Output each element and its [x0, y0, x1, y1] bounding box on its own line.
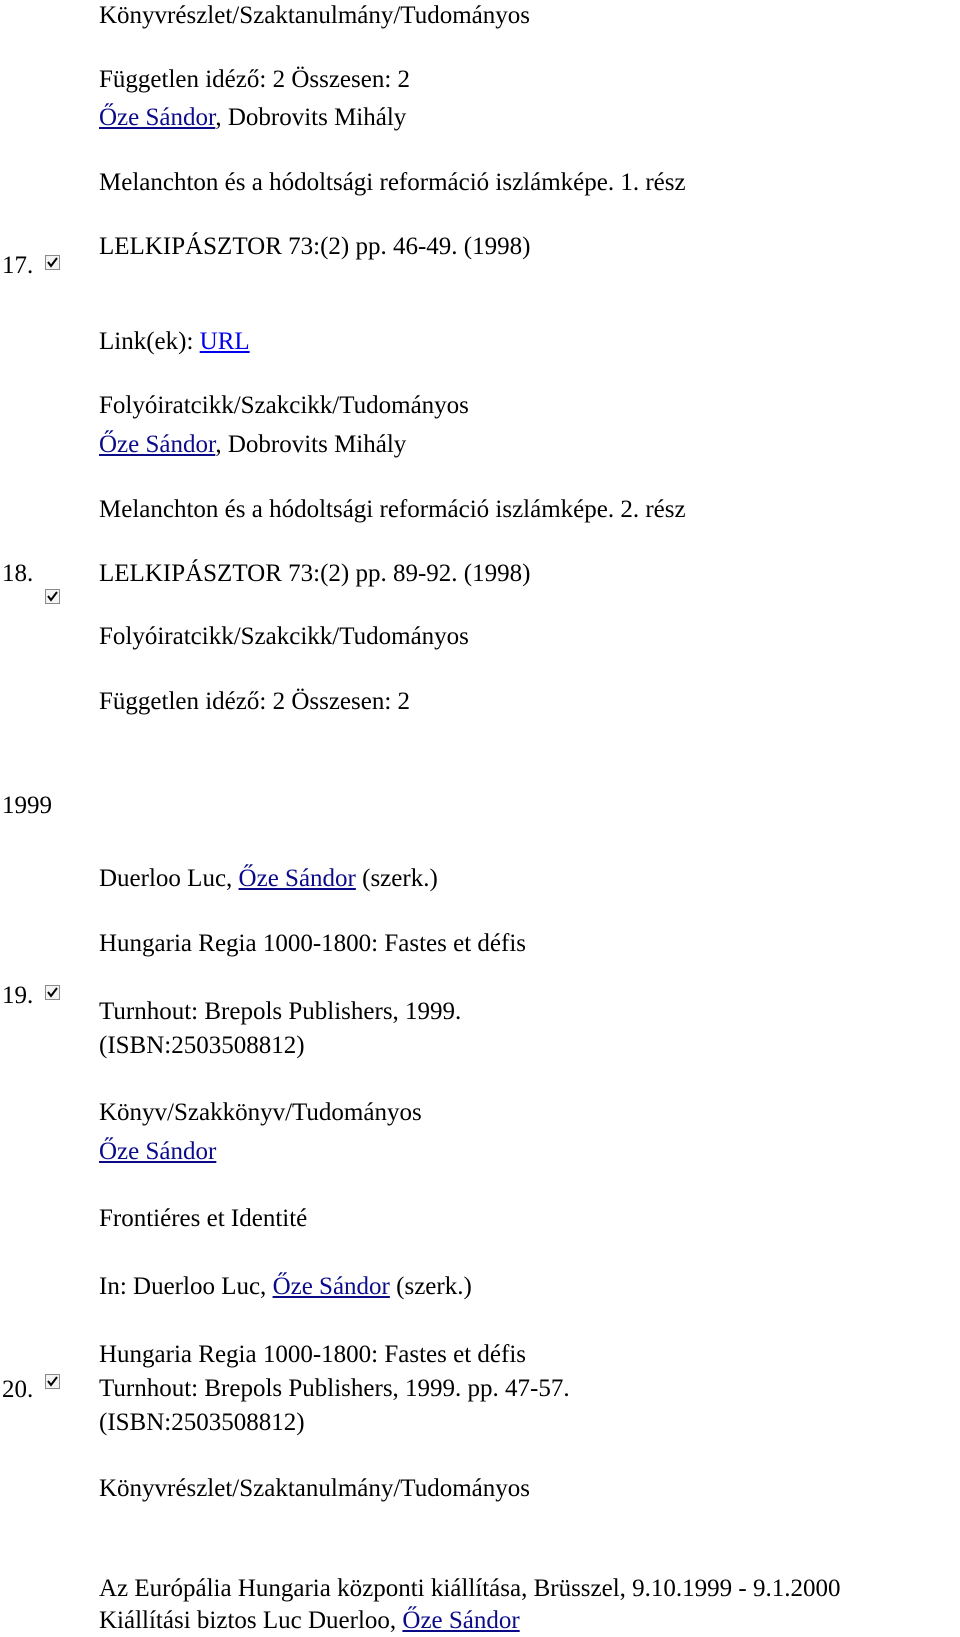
item19-title: Hungaria Regia 1000-1800: Fastes et défis [99, 930, 526, 957]
item20-in-editors: In: Duerloo Luc, Őze Sándor (szerk.) [99, 1273, 472, 1300]
author-link[interactable]: Őze Sándor [99, 104, 216, 131]
item19-publisher: Turnhout: Brepols Publishers, 1999. [99, 998, 462, 1025]
checkmark-icon [47, 1376, 58, 1387]
item20-author [99, 1136, 216, 1168]
item19-number: 19. [2, 982, 34, 1009]
item18-source: LELKIPÁSZTOR 73:(2) pp. 89-92. (1998) [99, 560, 531, 587]
author-link[interactable]: Őze Sándor [99, 1138, 217, 1165]
checkmark-icon [47, 591, 58, 602]
item17-checkbox[interactable] [45, 255, 60, 270]
item20-title: Frontiéres et Identité [99, 1205, 308, 1232]
item17-links: Link(ek): URL [99, 328, 250, 355]
checkmark-icon [47, 257, 58, 268]
checkmark-icon [47, 987, 58, 998]
item18-title: Melanchton és a hódoltsági reformáció iszlámképe. 2. rész [99, 496, 686, 523]
item17-number: 17. [2, 252, 34, 279]
item20-type: Könyvrészlet/Szaktanulmány/Tudományos [99, 1475, 530, 1502]
item19-authors: Duerloo Luc, Őze Sándor (szerk.) [99, 865, 438, 892]
item17-authors: Őze Sándor, Dobrovits Mihály [99, 104, 407, 131]
item17-title: Melanchton és a hódoltsági reformáció iszlámképe. 1. rész [99, 169, 686, 196]
item17-source: LELKIPÁSZTOR 73:(2) pp. 46-49. (1998) [99, 233, 531, 260]
item20-number: 20. [2, 1376, 34, 1403]
author-link[interactable]: Őze Sándor [99, 431, 216, 458]
item19-isbn: (ISBN:2503508812) [99, 1032, 305, 1059]
item20-book-title: Hungaria Regia 1000-1800: Fastes et défis [99, 1341, 526, 1368]
item20-isbn: (ISBN:2503508812) [99, 1409, 305, 1436]
item21-title: Az Európália Hungaria központi kiállítása, Brüsszel, 9.10.1999 - 9.1.2000 [99, 1575, 841, 1602]
item18-number: 18. [2, 560, 34, 587]
prev-item-type: Könyvrészlet/Szaktanulmány/Tudományos [99, 2, 530, 29]
year-heading: 1999 [2, 792, 52, 819]
item18-authors: Őze Sándor, Dobrovits Mihály [99, 431, 407, 458]
author-link[interactable]: Őze Sándor [272, 1273, 390, 1300]
url-link[interactable]: URL [199, 328, 250, 355]
item18-type: Folyóiratcikk/Szakcikk/Tudományos [99, 623, 469, 650]
prev-item-citations: Független idéző: 2 Összesen: 2 [99, 66, 411, 93]
item20-checkbox[interactable] [45, 1374, 60, 1389]
item19-checkbox[interactable] [45, 985, 60, 1000]
author-link[interactable]: Őze Sándor [238, 865, 356, 892]
item19-type: Könyv/Szakkönyv/Tudományos [99, 1099, 422, 1126]
author-link[interactable]: Őze Sándor [402, 1607, 520, 1634]
item20-publisher: Turnhout: Brepols Publishers, 1999. pp. 47-57. [99, 1375, 570, 1402]
item18-checkbox[interactable] [45, 589, 60, 604]
item21-curators: Kiállítási biztos Luc Duerloo, Őze Sándor [99, 1607, 520, 1634]
item17-type: Folyóiratcikk/Szakcikk/Tudományos [99, 392, 469, 419]
item18-citations: Független idéző: 2 Összesen: 2 [99, 688, 411, 715]
